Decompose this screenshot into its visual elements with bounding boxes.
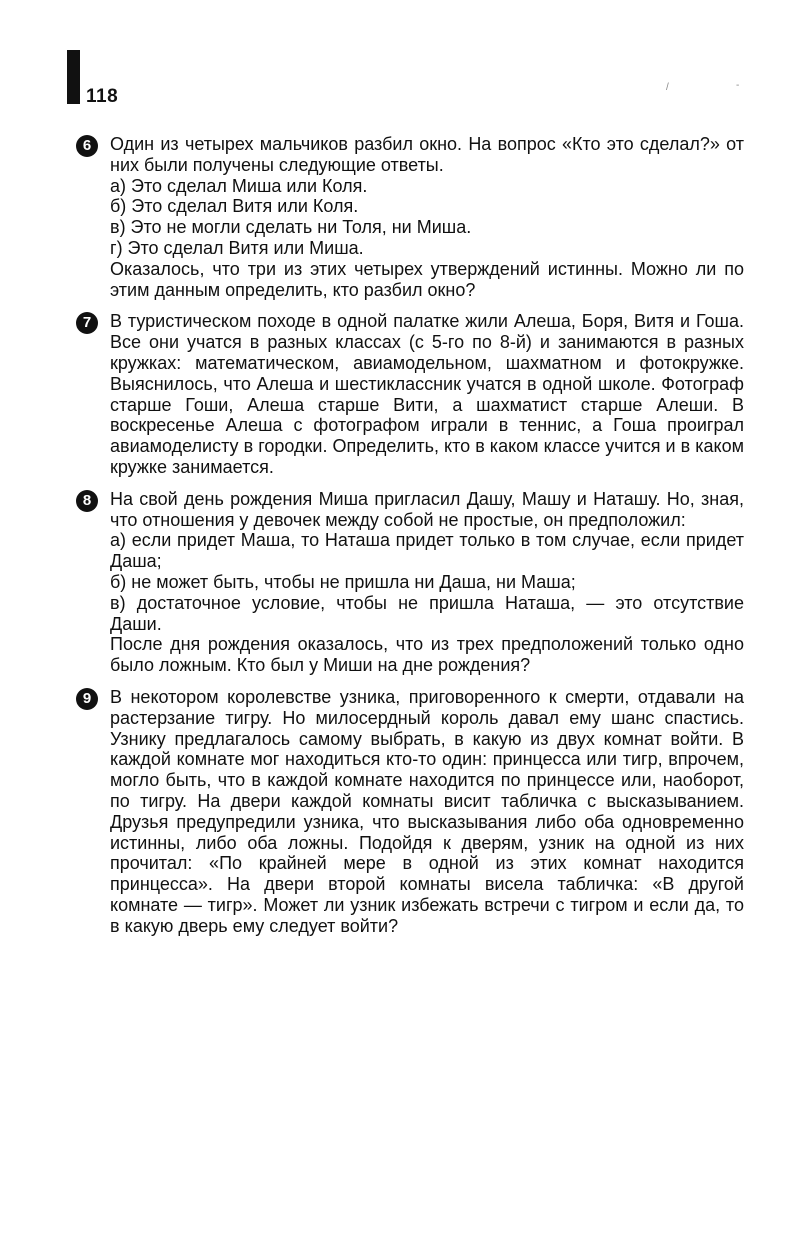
answer-option: а) если придет Маша, то Наташа придет только в том случае, если придет Даша; — [110, 530, 744, 572]
problem-number-badge: 6 — [76, 135, 98, 157]
problem-7 — [76, 311, 744, 477]
problem-number-badge: 7 — [76, 312, 98, 334]
problem-intro: В некотором королевстве узника, приговоренного к смерти, отдавали на растерзание тигру. Но милосердный король давал ему шанс спастись. Узнику предлагалось самому выбрать, в какую из двух комнат войти. В каждой комнате мог находиться кто-то один: принцесса или тигр, впрочем, могло быть, что в каждой комнате находится по принцессе или, наоборот, по тигру. На двери каждой комнаты висит табличка с высказыванием. Друзья предупредили узника, что высказывания либо оба одновременно истинны, либо оба ложны. Подойдя к дверям, узник на одной из них прочитал: «По крайней мере в одной из этих комнат находится принцесса». На двери второй комнаты висела табличка: «В другой комнате — тигр». Может ли узник избежать встречи с тигром и если да, то в какую дверь ему следует войти? — [110, 686, 744, 936]
answer-option: б) не может быть, чтобы не пришла ни Даша, ни Маша; — [110, 571, 576, 592]
problem-8 — [76, 489, 744, 676]
answer-option: а) Это сделал Миша или Коля. — [110, 175, 368, 196]
problem-list — [76, 134, 744, 947]
answer-option: в) достаточное условие, чтобы не пришла Наташа, — это отсутствие Даши. — [110, 592, 744, 634]
scan-speck: - — [736, 80, 740, 91]
problem-conclusion: Оказалось, что три из этих четырех утверждений истинны. Можно ли по этим данным определить, кто разбил окно? — [110, 258, 744, 300]
scan-speck: / — [666, 82, 669, 93]
problem-intro: Один из четырех мальчиков разбил окно. На вопрос «Кто это сделал?» от них были получены следующие ответы. — [110, 134, 744, 175]
problem-6 — [76, 134, 744, 300]
problem-intro: На свой день рождения Миша пригласил Дашу, Машу и Наташу. Но, зная, что отношения у девочек между собой не простые, он предположил: — [110, 488, 744, 530]
answer-option: в) Это не могли сделать ни Толя, ни Миша. — [110, 217, 472, 238]
problem-9 — [76, 687, 744, 937]
problem-number-badge: 9 — [76, 688, 98, 710]
problem-intro: В туристическом походе в одной палатке жили Алеша, Боря, Витя и Гоша. Все они учатся в разных классах (с 5-го по 8-й) и занимаются в разных кружках: математическом, авиамодельном, шахматном и фотокружке. Выяснилось, что Алеша и шестиклассник учатся в одной школе. Фотограф старше Гоши, Алеша старше Вити, а шахматист старше Алеши. В воскресенье Алеша с фотографом играли в теннис, а Гоша проиграл авиамоделисту в городки. Определить, кто в каком классе учится и в каком кружке занимается. — [110, 311, 744, 477]
problem-conclusion: После дня рождения оказалось, что из трех предположений только одно было ложным. Кто был у Миши на дне рождения? — [110, 634, 744, 676]
answer-option: г) Это сделал Витя или Миша. — [110, 237, 364, 258]
problem-number-badge: 8 — [76, 490, 98, 512]
page-header-bar — [67, 50, 80, 104]
page-number: 118 — [86, 86, 119, 107]
answer-option: б) Это сделал Витя или Коля. — [110, 196, 359, 217]
